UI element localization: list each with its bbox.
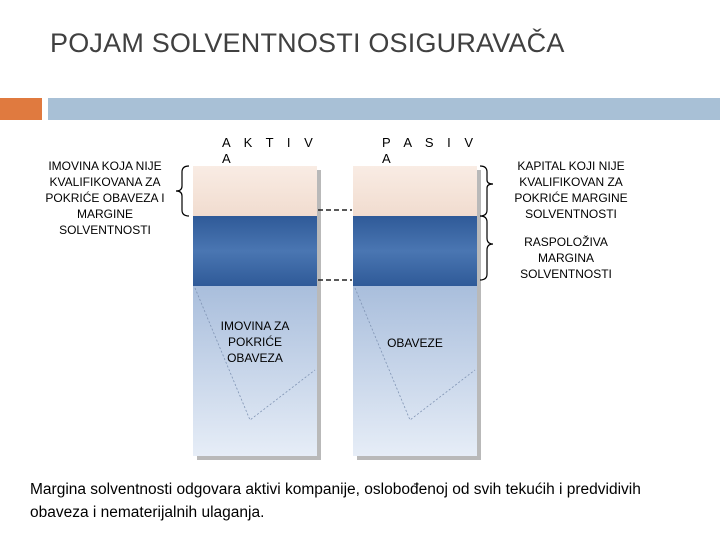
pasiva-margin-block	[353, 216, 477, 286]
aktiva-obligations-block	[193, 286, 317, 456]
aktiva-nonqualified-block	[193, 166, 317, 216]
right-brace-margin	[480, 216, 493, 280]
right-brace-capital	[480, 166, 493, 216]
pasiva-capital-block	[353, 166, 477, 216]
aktiva-obligations-label: IMOVINA ZA POKRIĆE OBAVEZA	[220, 319, 290, 365]
right-note-margin: RASPOLOŽIVA MARGINA SOLVENTNOSTI	[520, 235, 612, 281]
caption: Margina solventnosti odgovara aktivi kompanije, oslobođenoj od svih tekućih i predvidivih obaveza i nematerijalnih ulaganja.	[30, 481, 641, 521]
pasiva-obligations-label: OBAVEZE	[387, 336, 443, 350]
left-note: IMOVINA KOJA NIJE KVALIFIKOVANA ZA POKRIĆE OBAVEZA I MARGINE SOLVENTNOSTI	[45, 159, 165, 237]
aktiva-heading: A K T I V A	[222, 135, 318, 166]
aktiva-margin-block	[193, 216, 317, 286]
pasiva-heading: P A S I V A	[382, 135, 479, 166]
page-title: POJAM SOLVENTNOSTI OSIGURAVAČA	[50, 28, 565, 58]
pasiva-obligations-block	[353, 286, 477, 456]
right-note-capital: KAPITAL KOJI NIJE KVALIFIKOVAN ZA POKRIĆE MARGINE SOLVENTNOSTI	[514, 159, 628, 221]
